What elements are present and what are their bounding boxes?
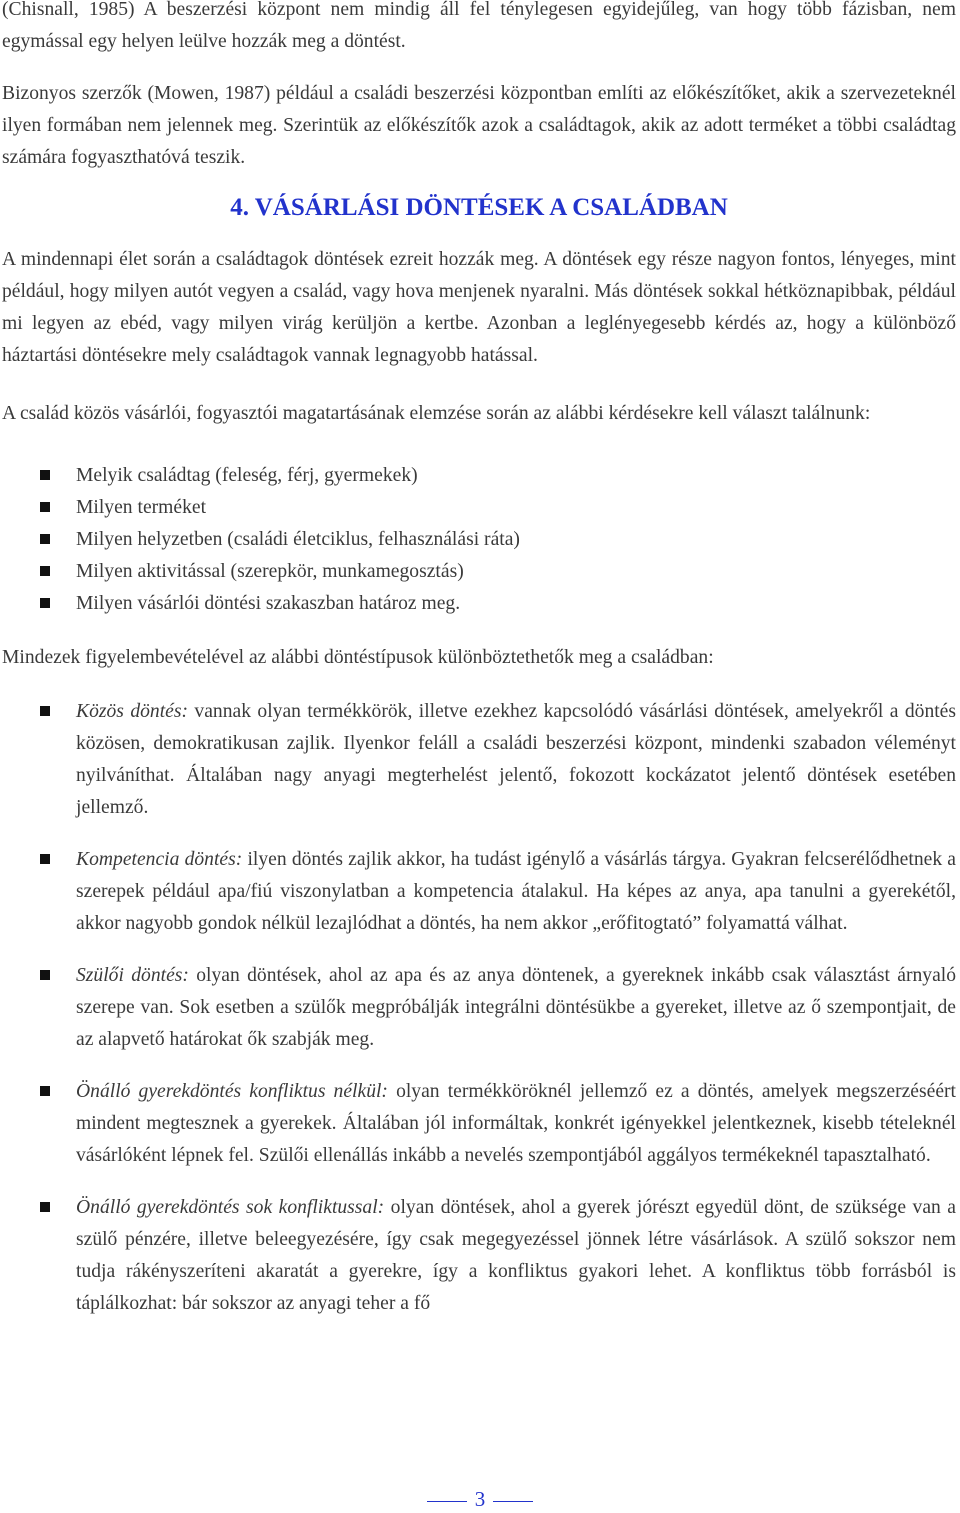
decision-type-text: olyan döntések, ahol a gyerek jórészt egyedül dönt, de szüksége van a szülő pénzére, illetve beleegyezésére, így csak megegyezéssel jönnek létre vásárlások. A szülő sokszor nem tudja rákényszeríteni akaratát a gyerekre, így a konfliktus gyakori lehet. A konfliktus több forrásból is táplálkozhat: bár sokszor az anyagi teher a fő	[76, 1197, 956, 1314]
square-bullet-icon	[40, 534, 50, 544]
decision-type-text: olyan döntések, ahol az apa és az anya döntenek, a gyereknek inkább csak választást árnyaló szerepe van. Sok esetben a szülők megpróbálják integrálni döntésükbe a gyereket, illetve az ő szempontjait, de az alapvető határokat ők szabják meg.	[76, 965, 957, 1050]
list-item	[2, 460, 956, 492]
decision-type-text: ilyen döntés zajlik akkor, ha tudást igénylő a vásárlás tárgya. Gyakran felcserélődhetnek a szerepek például apa/fiú viszonylatban a kompetencia átalakul. Ha képes az anya, apa tanulni a gyerekétől, akkor nagyobb gondok nélkül lezajlódhat a döntés, ha nem akkor „erőfitogtató” folyamattá válhat.	[76, 849, 956, 934]
list-item-text: Milyen vásárlói döntési szakaszban határoz meg.	[76, 593, 461, 614]
square-bullet-icon	[40, 970, 50, 980]
list-item	[2, 1192, 956, 1320]
list-item	[2, 524, 956, 556]
list-item	[2, 696, 956, 824]
section-heading: 4. VÁSÁRLÁSI DÖNTÉSEK A CSALÁDBAN	[230, 194, 728, 221]
list-item	[2, 1076, 956, 1172]
paragraph-chisnall: (Chisnall, 1985) A beszerzési központ nem mindig áll fel ténylegesen egyidejűleg, van hogy több fázisban, nem egymással egy helyen leülve hozzák meg a döntést.	[2, 0, 956, 52]
page-number: 3	[474, 1487, 486, 1511]
questions-list	[2, 460, 956, 620]
decision-type-text: olyan termékköröknél jellemző ez a döntés, amelyek megszerzéséért mindent megtesznek a gyerekek. Általában jól informáltak, konkrét igényekkel jelentkeznek, kisebb tételeknél vásárlóként lépnek fel. Szülői ellenállás inkább a nevelés szempontjából aggályos termékeknél tapasztalható.	[76, 1081, 956, 1166]
decision-type-text: vannak olyan termékkörök, illetve ezekhez kapcsolódó vásárlási döntések, amelyekről a döntés közösen, demokratikusan zajlik. Ilyenkor feláll a családi beszerzési központ, mindenki szabadon véleményt nyilváníthat. Általában nagy anyagi megterhelést jelentő, fokozott kockázatot jelentő döntések esetében jellemző.	[76, 701, 957, 818]
paragraph-mowen: Bizonyos szerzők (Mowen, 1987) például a családi beszerzési központban említi az előkészítőket, akik a szervezeteknél ilyen formában nem jelennek meg. Szerintük az előkészítők azok a családtagok, akik az adott terméket a többi családtag számára fogyaszthatóvá teszik.	[2, 83, 956, 168]
decision-type-term: Kompetencia döntés:	[76, 849, 243, 870]
paragraph-decision-types-intro: Mindezek figyelembevételével az alábbi döntéstípusok különböztethetők meg a családban:	[2, 647, 714, 668]
square-bullet-icon	[40, 566, 50, 576]
list-item	[2, 556, 956, 588]
list-item	[2, 588, 956, 620]
decision-type-term: Szülői döntés:	[76, 965, 189, 986]
decision-type-term: Közös döntés:	[76, 701, 189, 722]
square-bullet-icon	[40, 854, 50, 864]
decision-type-term: Önálló gyerekdöntés sok konfliktussal:	[76, 1197, 385, 1218]
square-bullet-icon	[40, 706, 50, 716]
decision-type-term: Önálló gyerekdöntés konfliktus nélkül:	[76, 1081, 388, 1102]
square-bullet-icon	[40, 470, 50, 480]
list-item	[2, 844, 956, 940]
list-item-text: Melyik családtag (feleség, férj, gyermekek)	[76, 465, 418, 486]
list-item-text: Milyen helyzetben (családi életciklus, felhasználási ráta)	[76, 529, 520, 550]
list-item-text: Milyen terméket	[76, 497, 207, 518]
list-item-text: Milyen aktivitással (szerepkör, munkamegosztás)	[76, 561, 464, 582]
footer-rule-left	[427, 1501, 467, 1502]
footer-rule-right	[493, 1501, 533, 1502]
list-item	[2, 960, 956, 1056]
square-bullet-icon	[40, 598, 50, 608]
page-footer	[0, 1485, 960, 1513]
decision-types-list	[2, 696, 956, 1320]
square-bullet-icon	[40, 502, 50, 512]
square-bullet-icon	[40, 1202, 50, 1212]
square-bullet-icon	[40, 1086, 50, 1096]
list-item	[2, 492, 956, 524]
paragraph-family-analysis: A család közös vásárlói, fogyasztói magatartásának elemzése során az alábbi kérdésekre kell választ találnunk:	[2, 403, 871, 424]
paragraph-everyday-decisions: A mindennapi élet során a családtagok döntések ezreit hozzák meg. A döntések egy része nagyon fontos, lényeges, mint például, hogy milyen autót vegyen a család, vagy hova menjenek nyaralni. Más döntések sokkal hétköznapibbak, például mi legyen az ebéd, vagy milyen virág kerüljön a kertbe. Azonban a leglényegesebb kérdés az, hogy a különböző háztartási döntésekre mely családtagok vannak legnagyobb hatással.	[2, 249, 956, 366]
